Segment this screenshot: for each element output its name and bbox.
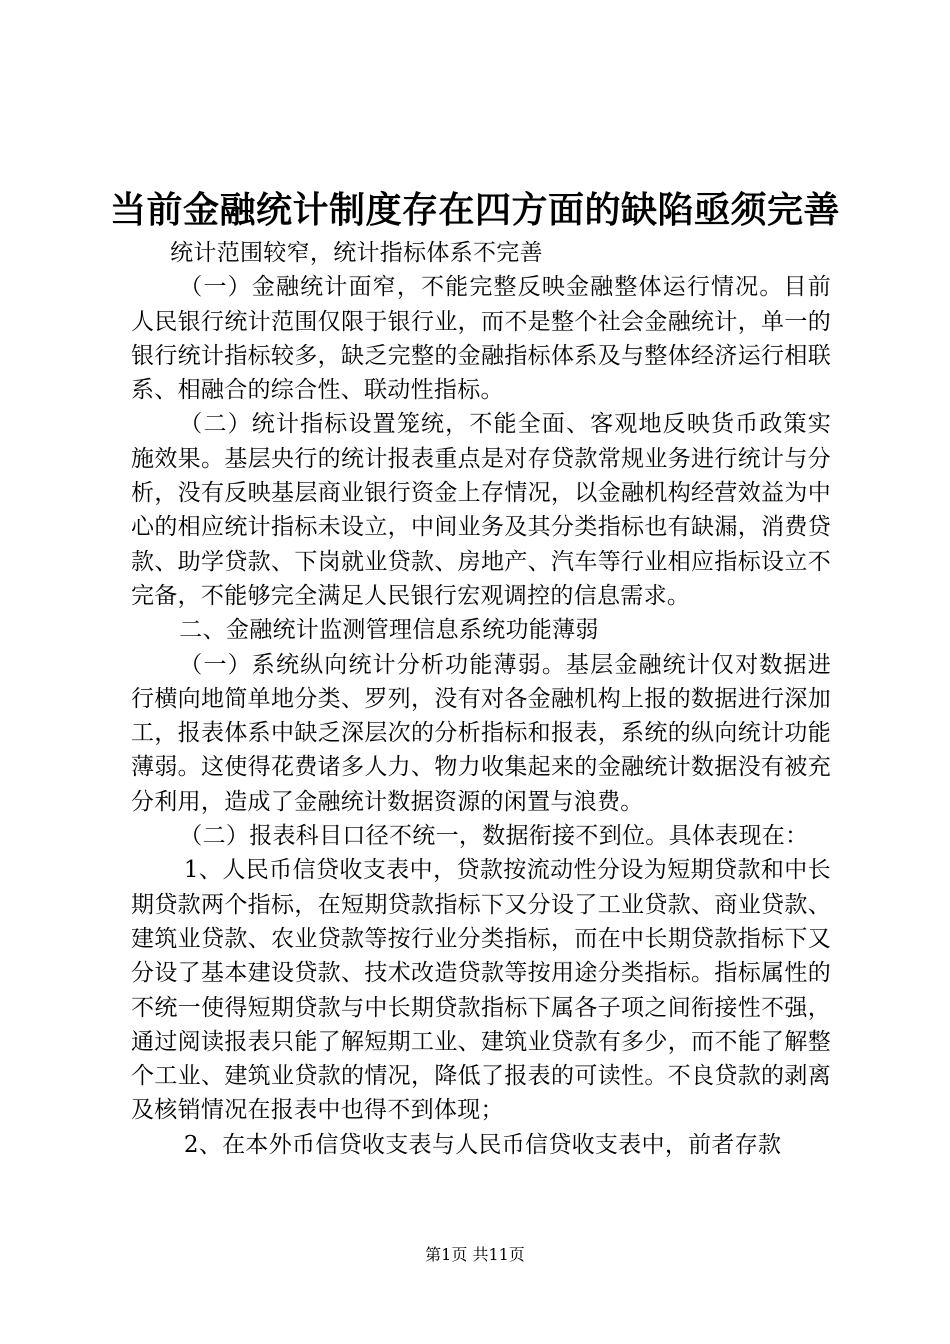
list-item-1: 1、人民币信贷收支表中，贷款按流动性分设为短期贷款和中长期贷款两个指标，在短期贷款指标下又分设了工业贷款、商业贷款、建筑业贷款、农业贷款等按行业分类指标，而在中长期贷款指标下又分设了基本建设贷款、技术改造贷款等按用途分类指标。指标属性的不统一使得短期贷款与中长期贷款指标下属各子项之间衔接性不强，通过阅读报表只能了解短期工业、建筑业贷款有多少，而不能了解整个工业、建筑业贷款的情况，降低了报表的可读性。不良贷款的剥离及核销情况在报表中也得不到体现；	[131, 857, 831, 1124]
page-number-footer: 第1页 共11页	[425, 1245, 525, 1264]
document-body	[131, 236, 831, 1162]
section-heading-1: 统计范围较窄，统计指标体系不完善	[170, 240, 543, 266]
paragraph-1-2: （二）统计指标设置笼统，不能全面、客观地反映货币政策实施效果。基层央行的统计报表重点是对存贷款常规业务进行统计与分析，没有反映基层商业银行资金上存情况，以金融机构经营效益为中心的相应统计指标未设立，中间业务及其分类指标也有缺漏，消费贷款、助学贷款、下岗就业贷款、房地产、汽车等行业相应指标设立不完备，不能够完全满足人民银行宏观调控的信息需求。	[131, 411, 831, 609]
paragraph-2-2: （二）报表科目口径不统一，数据衔接不到位。具体表现在：	[179, 823, 809, 850]
document-title: 当前金融统计制度存在四方面的缺陷亟须完善	[109, 189, 840, 231]
paragraph-2-1: （一）系统纵向统计分析功能薄弱。基层金融统计仅对数据进行横向地简单地分类、罗列，没有对各金融机构上报的数据进行深加工，报表体系中缺乏深层次的分析指标和报表，系统的纵向统计功能薄弱。这使得花费诸多人力、物力收集起来的金融统计数据没有被充分利用，造成了金融统计数据资源的闲置与浪费。	[131, 651, 831, 815]
paragraph-1-1: （一）金融统计面窄，不能完整反映金融整体运行情况。目前人民银行统计范围仅限于银行业，而不是整个社会金融统计，单一的银行统计指标较多，缺乏完整的金融指标体系及与整体经济运行相联系、相融合的综合性、联动性指标。	[131, 274, 831, 404]
section-heading-2: 二、金融统计监测管理信息系统功能薄弱	[179, 617, 599, 644]
list-item-2: 2、在本外币信贷收支表与人民币信贷收支表中，前者存款	[183, 1131, 782, 1158]
